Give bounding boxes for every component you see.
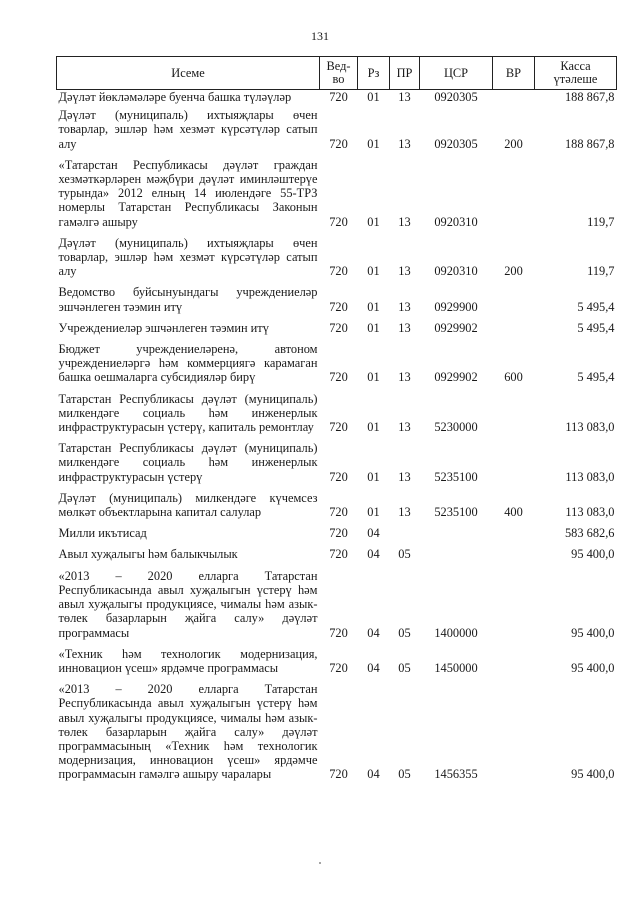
row-amount: 188 867,8: [564, 136, 615, 151]
row-rz: 01: [367, 505, 380, 520]
table-row: [57, 233, 617, 283]
row-amount: 5 495,4: [577, 320, 615, 335]
row-rz: 04: [367, 660, 380, 675]
row-vr: [493, 679, 535, 785]
row-pr: 13: [398, 370, 411, 385]
row-csr: 0920305: [434, 136, 478, 151]
table-row: [57, 438, 617, 488]
row-rz: 04: [367, 547, 380, 562]
row-ved: 720: [329, 420, 348, 435]
row-name: «2013 – 2020 елларга Татарстан Республикасында авыл хуҗалыгын үстерү һәм авыл хуҗалыгы продукциясе, чималы һәм азык-төлек базарларын җайга салу» дәүләт программасы: [58, 568, 318, 640]
row-amount: 119,7: [587, 214, 615, 229]
row-amount: 113 083,0: [565, 505, 615, 520]
row-rz: 01: [367, 320, 380, 335]
row-pr: 13: [398, 214, 411, 229]
row-ved: 720: [329, 660, 348, 675]
table-row: [57, 282, 617, 317]
table-row: [57, 155, 617, 233]
header-pr: ПР: [390, 57, 420, 90]
row-rz: 01: [367, 370, 380, 385]
row-vr: 200: [504, 136, 523, 151]
row-ved: 720: [329, 370, 348, 385]
table-body: [57, 90, 617, 786]
row-name: Татарстан Республикасы дәүләт (муниципаль) милкендәге социаль һәм инженерлык инфраструктурасын үстерү, капиталь ремонтлау: [58, 391, 318, 435]
row-vr: [493, 389, 535, 439]
row-ved: 720: [329, 214, 348, 229]
row-vr: [493, 318, 535, 339]
row-vr: [493, 644, 535, 679]
row-pr: 13: [398, 90, 411, 104]
row-amount: 119,7: [587, 264, 615, 279]
row-amount: 95 400,0: [571, 767, 615, 782]
row-amount: 95 400,0: [571, 625, 615, 640]
row-pr: 13: [398, 299, 411, 314]
table-row: [57, 339, 617, 389]
row-rz: 01: [367, 214, 380, 229]
header-vr: ВР: [493, 57, 535, 90]
row-amount: 113 083,0: [565, 420, 615, 435]
row-rz: 01: [367, 136, 380, 151]
row-csr: 0929902: [434, 370, 478, 385]
row-pr: [390, 523, 420, 544]
table-row: [57, 544, 617, 565]
row-name: Авыл хуҗалыгы һәм балыкчылык: [58, 547, 238, 562]
row-csr: 0929900: [434, 299, 478, 314]
row-ved: 720: [329, 767, 348, 782]
row-rz: 01: [367, 90, 380, 104]
table-row: [57, 389, 617, 439]
row-pr: 13: [398, 320, 411, 335]
row-pr: 13: [398, 264, 411, 279]
row-csr: [420, 523, 493, 544]
row-rz: 01: [367, 264, 380, 279]
row-name: «2013 – 2020 елларга Татарстан Республикасында авыл хуҗалыгын үстерү һәм авыл хуҗалыгы продукциясе, чималы һәм азык-төлек базарларын җайга салу» дәүләт программасының «Техник һәм технологик модернизация, инновацион үсеш» ярдәмче программасын гамәлгә ашыру чаралары: [58, 682, 318, 782]
row-ved: 720: [329, 264, 348, 279]
row-amount: 113 083,0: [565, 469, 615, 484]
row-pr: 05: [398, 625, 411, 640]
table-row: [57, 566, 617, 644]
row-amount: 5 495,4: [577, 299, 615, 314]
table-row: [57, 105, 617, 155]
row-name: «Татарстан Республикасы дәүләт граждан хезмәткәрләрен мәҗбүри дәүләт иминләштерүе турында» 2012 елның 14 июлендәге 55-ТРЗ номерлы Татарстан Республикасы Законын гамәлгә ашыру: [58, 157, 318, 229]
row-csr: 1456355: [434, 767, 478, 782]
row-vr: [493, 566, 535, 644]
row-ved: 720: [329, 90, 348, 104]
header-kassa: Касса үтәлеше: [535, 57, 617, 90]
row-vr: [493, 544, 535, 565]
row-csr: 0920305: [434, 90, 478, 104]
row-vr: [493, 155, 535, 233]
row-ved: 720: [329, 547, 348, 562]
table-row: [57, 318, 617, 339]
row-amount: 583 682,6: [564, 526, 615, 541]
row-amount: 5 495,4: [577, 370, 615, 385]
header-rz: Рз: [358, 57, 390, 90]
row-name: Дәүләт (муниципаль) ихтыяҗлары өчен товарлар, эшләр һәм хезмәт күрсәтүләр сатып алу: [58, 108, 318, 151]
row-rz: 04: [367, 526, 380, 541]
row-rz: 01: [367, 469, 380, 484]
row-vr: 200: [504, 264, 523, 279]
row-pr: 05: [398, 547, 411, 562]
header-ved: Вед-во: [320, 57, 358, 90]
row-rz: 04: [367, 625, 380, 640]
row-name: Дәүләт (муниципаль) ихтыяҗлары өчен товарлар, эшләр һәм хезмәт күрсәтүләр сатып алу: [58, 235, 318, 279]
row-name: Бюджет учреждениеләренә, автоном учреждениеләргә һәм коммерциягә карамаган башка оешмаларга субсидияләр бирү: [58, 342, 318, 385]
row-pr: 13: [398, 469, 411, 484]
row-csr: 1450000: [434, 660, 478, 675]
row-ved: 720: [329, 320, 348, 335]
scan-speck: [319, 862, 321, 864]
row-ved: 720: [329, 505, 348, 520]
row-vr: [493, 90, 535, 106]
row-amount: 188 867,8: [564, 90, 615, 104]
header-csr: ЦСР: [420, 57, 493, 90]
table-header: [57, 57, 617, 90]
table-row: [57, 488, 617, 523]
row-pr: 05: [398, 767, 411, 782]
row-ved: 720: [329, 469, 348, 484]
budget-table: [56, 56, 617, 786]
row-pr: 13: [398, 505, 411, 520]
row-vr: [493, 282, 535, 317]
row-name: Татарстан Республикасы дәүләт (муниципаль) милкендәге социаль һәм инженерлык инфраструктурасын үстерү: [58, 441, 318, 484]
row-pr: 13: [398, 136, 411, 151]
table-row: [57, 644, 617, 679]
row-vr: 600: [504, 370, 523, 385]
row-ved: 720: [329, 526, 348, 541]
row-vr: [493, 523, 535, 544]
row-name: «Техник һәм технологик модернизация, инновацион үсеш» ярдәмче программасы: [58, 646, 318, 675]
row-name: Дәүләт йөкләмәләре буенча башка түләүләр: [58, 90, 292, 104]
row-rz: 01: [367, 420, 380, 435]
row-vr: [493, 438, 535, 488]
row-csr: 0920310: [434, 214, 478, 229]
row-rz: 01: [367, 299, 380, 314]
row-csr: 5235100: [434, 469, 478, 484]
table-row: [57, 523, 617, 544]
row-csr: 0920310: [434, 264, 478, 279]
row-csr: 1400000: [434, 625, 478, 640]
row-amount: 95 400,0: [571, 660, 615, 675]
header-name: Исеме: [57, 57, 320, 90]
row-ved: 720: [329, 136, 348, 151]
row-csr: 0929902: [434, 320, 478, 335]
row-name: Учреждениеләр эшчәнлеген тәэмин итү: [58, 320, 269, 335]
row-name: Дәүләт (муниципаль) милкендәге күчемсез мөлкәт объектларына капитал салулар: [58, 490, 318, 520]
row-name: Милли икътисад: [58, 526, 147, 541]
row-vr: 400: [504, 505, 523, 520]
page-number: 131: [311, 29, 329, 43]
row-rz: 04: [367, 767, 380, 782]
row-ved: 720: [329, 299, 348, 314]
row-csr: [420, 544, 493, 565]
row-amount: 95 400,0: [571, 547, 615, 562]
row-pr: 05: [398, 660, 411, 675]
row-pr: 13: [398, 420, 411, 435]
table-row: [57, 679, 617, 785]
table-row: [57, 90, 617, 106]
row-name: Ведомство буйсынуындагы учреждениеләр эшчәнлеген тәэмин итү: [58, 285, 318, 314]
row-csr: 5235100: [434, 505, 478, 520]
row-ved: 720: [329, 625, 348, 640]
row-csr: 5230000: [434, 420, 478, 435]
